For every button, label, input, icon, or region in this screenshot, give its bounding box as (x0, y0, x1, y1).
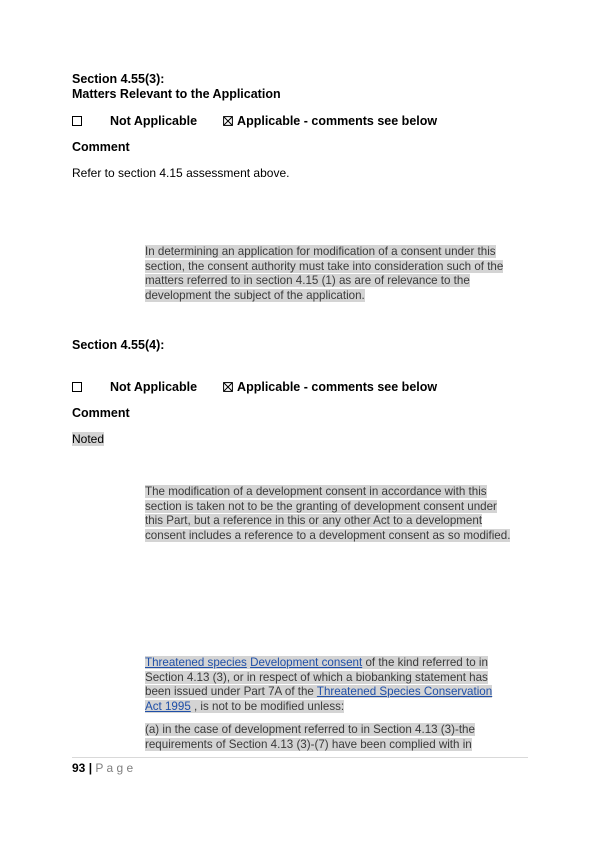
quote-line: this Part, but a reference in this or any other Act to a development (145, 514, 483, 528)
quote-text: of the kind referred to in (362, 656, 488, 669)
page-label: P a g e (95, 761, 134, 775)
legislation-quote (145, 485, 540, 543)
legislation-quote-links (145, 656, 540, 753)
threatened-species-link[interactable]: Threatened species (145, 656, 247, 669)
quote-line: development the subject of the application. (145, 288, 365, 302)
applicable-label: Applicable - comments see below (237, 114, 438, 128)
quote-line: (a) in the case of development referred to in Section 4.13 (3)-the (145, 723, 475, 737)
legislation-quote (145, 245, 535, 303)
quote-text: been issued under Part 7A of the (145, 685, 317, 699)
footer-separator: | (85, 761, 96, 775)
tsc-act-link[interactable]: Threatened Species Conservation (316, 685, 493, 699)
section-heading-line2: Matters Relevant to the Application (72, 87, 281, 101)
not-applicable-label: Not Applicable (110, 380, 198, 394)
quote-line: In determining an application for modification of a consent under this (145, 245, 496, 258)
quote-line: matters referred to in section 4.15 (1) as are of relevance to the (145, 274, 470, 288)
applicable-label: Applicable - comments see below (237, 380, 438, 394)
applicability-row (72, 114, 437, 128)
applicability-row (72, 380, 437, 394)
page-number: 93 (72, 761, 86, 775)
comment-text-highlighted: Noted (72, 432, 105, 446)
comment-label: Comment (72, 140, 130, 154)
comment-text: Refer to section 4.15 assessment above. (72, 166, 290, 180)
section-heading (72, 72, 281, 102)
page-footer (72, 761, 133, 775)
section-heading-line1: Section 4.55(3): (72, 72, 165, 86)
quote-line: Section 4.13 (3), or in respect of which a biobanking statement has (145, 670, 488, 684)
footer-divider (72, 757, 528, 758)
development-consent-link[interactable]: Development consent (250, 656, 363, 669)
checked-box-icon[interactable] (223, 382, 233, 392)
unchecked-box-icon[interactable] (72, 382, 82, 392)
section-heading: Section 4.55(4): (72, 338, 165, 352)
checked-box-icon[interactable] (223, 116, 233, 126)
comment-label: Comment (72, 406, 130, 420)
not-applicable-label: Not Applicable (110, 114, 198, 128)
quote-line: consent includes a reference to a development consent as so modified. (145, 528, 511, 542)
quote-line: section, the consent authority must take into consideration such of the (145, 259, 504, 273)
quote-text: , is not to be modified unless: (190, 699, 345, 713)
tsc-act-link-continued[interactable]: Act 1995 (145, 699, 191, 713)
quote-line: section is taken not to be the granting of development consent under (145, 499, 497, 513)
unchecked-box-icon[interactable] (72, 116, 82, 126)
quote-line: The modification of a development consent in accordance with this (145, 485, 487, 498)
quote-line: requirements of Section 4.13 (3)-(7) have been complied with in (145, 737, 472, 751)
comment-text (72, 432, 104, 447)
